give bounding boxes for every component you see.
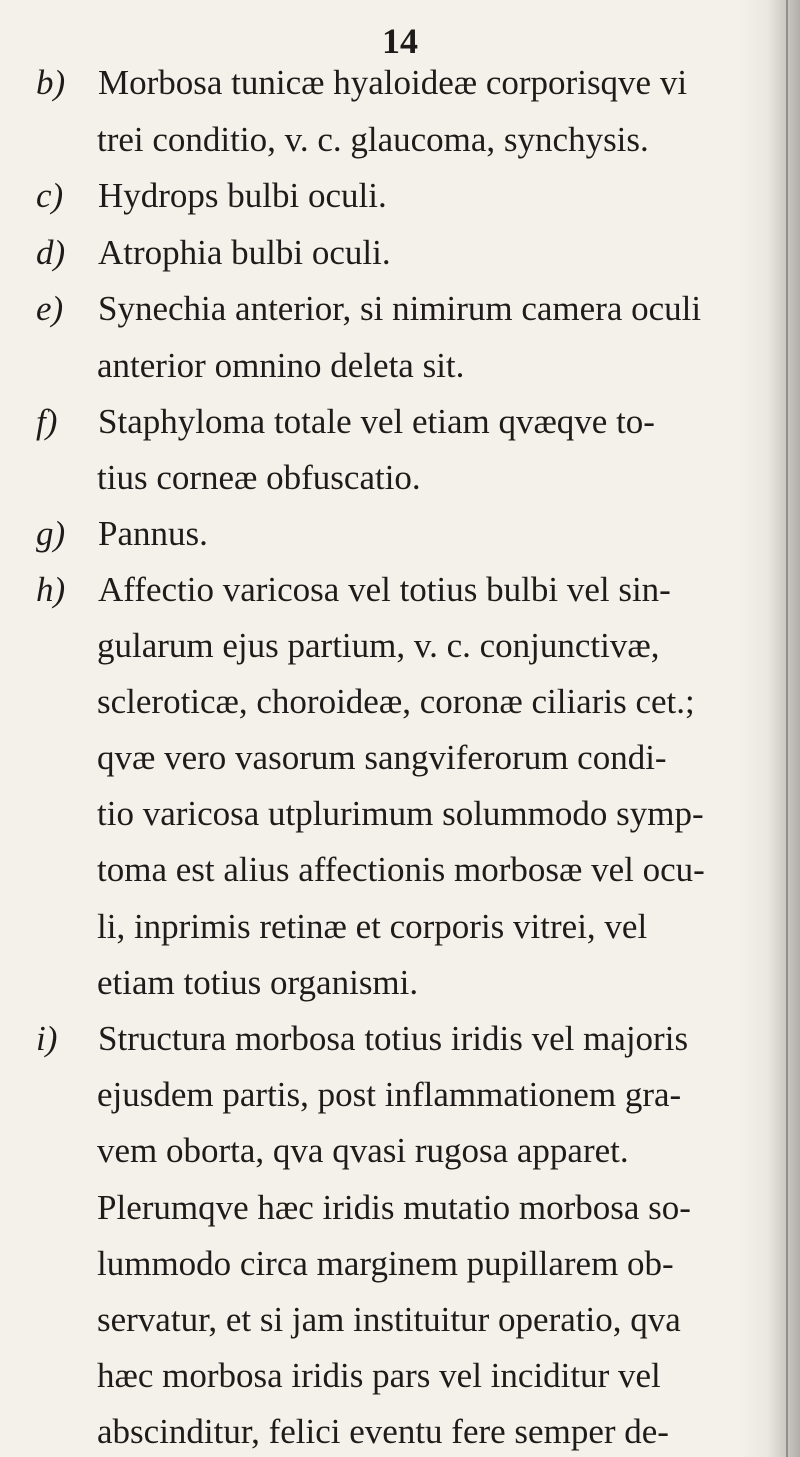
line-text: toma est alius affectionis morbosæ vel ocu-: [97, 850, 705, 889]
text-line: [97, 963, 418, 1003]
text-line: [36, 176, 387, 216]
line-text: scleroticæ, choroideæ, coronæ ciliaris cet.;: [97, 682, 695, 721]
text-line: [97, 907, 647, 947]
line-text: lummodo circa marginem pupillarem ob-: [97, 1244, 674, 1283]
text-line: [36, 570, 671, 610]
line-text: etiam totius organismi.: [97, 963, 419, 1002]
text-line: [36, 514, 208, 554]
text-line: [97, 794, 704, 834]
line-text: vem oborta, qva qvasi rugosa apparet.: [97, 1131, 629, 1170]
page-number: 14: [382, 21, 418, 61]
line-text: Synechia anterior, si nimirum camera oculi: [98, 289, 702, 328]
line-text: trei conditio, v. c. glaucoma, synchysis.: [97, 120, 649, 159]
line-text: hæc morbosa iridis pars vel inciditur vel: [97, 1356, 661, 1395]
item-marker: d): [36, 233, 66, 272]
line-text: abscinditur, felici eventu fere semper de-: [97, 1412, 669, 1451]
line-text: servatur, et si jam instituitur operatio, qva: [97, 1300, 681, 1339]
text-line: [97, 1075, 681, 1115]
page-edge-shadow: [740, 0, 800, 1457]
line-text: Staphyloma totale vel etiam qvæqve to-: [98, 402, 655, 441]
text-line: [97, 1244, 674, 1284]
text-line: [36, 402, 655, 442]
text-line: [97, 850, 705, 890]
line-text: Plerumqve hæc iridis mutatio morbosa so-: [97, 1188, 691, 1227]
line-text: Hydrops bulbi oculi.: [98, 176, 387, 215]
text-line: [97, 1412, 669, 1452]
item-marker: e): [36, 289, 64, 328]
item-marker: b): [36, 63, 66, 102]
item-marker: i): [36, 1019, 58, 1058]
text-line: [97, 1356, 661, 1396]
line-text: Affectio varicosa vel totius bulbi vel sin-: [98, 570, 671, 609]
line-text: tius corneæ obfuscatio.: [97, 458, 421, 497]
text-line: [97, 1300, 681, 1340]
line-text: Atrophia bulbi oculi.: [98, 233, 391, 272]
line-text: qvæ vero vasorum sangviferorum condi-: [97, 738, 667, 777]
line-text: Structura morbosa totius iridis vel majoris: [98, 1019, 689, 1058]
text-line: [36, 289, 701, 329]
text-line: [36, 233, 391, 273]
text-line: [97, 682, 695, 722]
line-text: tio varicosa utplurimum solummodo symp-: [97, 794, 704, 833]
item-marker: g): [36, 514, 66, 553]
line-text: ejusdem partis, post inflammationem gra-: [97, 1075, 682, 1114]
item-marker: h): [36, 570, 66, 609]
text-line: [97, 626, 659, 666]
text-line: [36, 63, 687, 103]
text-line: [36, 1019, 688, 1059]
text-line: [97, 1188, 691, 1228]
line-text: anterior omnino deleta sit.: [97, 346, 465, 385]
page-spine-line: [786, 0, 788, 1457]
text-line: [97, 346, 464, 386]
line-text: li, inprimis retinæ et corporis vitrei, vel: [97, 907, 648, 946]
text-line: [97, 120, 649, 160]
text-line: [97, 458, 421, 498]
line-text: gularum ejus partium, v. c. conjunctivæ,: [97, 626, 660, 665]
item-marker: f): [36, 402, 58, 441]
item-marker: c): [36, 176, 64, 215]
line-text: Morbosa tunicæ hyaloideæ corporisqve vi: [98, 63, 688, 102]
text-line: [97, 1131, 629, 1171]
text-line: [97, 738, 667, 778]
line-text: Pannus.: [98, 514, 208, 553]
